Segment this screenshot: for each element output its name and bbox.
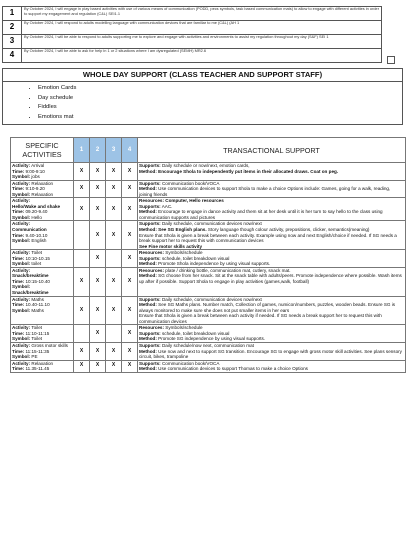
target-number: 1 bbox=[3, 7, 22, 21]
cell-text: Daily schedule or now/next, emotion cards, bbox=[160, 163, 250, 168]
cell-label: Supports: bbox=[139, 221, 161, 227]
target-mark-cell: X bbox=[90, 163, 106, 181]
support-cell bbox=[138, 325, 406, 343]
cell-label: Time: bbox=[12, 168, 25, 174]
cell-label: Supports: bbox=[139, 203, 161, 209]
header-specific-activities: SPECIFIC ACTIVITIES bbox=[11, 138, 74, 163]
target-text: By October 2024, I will be able to respond to adults supporting me to explore and engage with activities and environments to assist my regulation throughout my day (S&F) SEI 1 bbox=[22, 35, 382, 49]
cell-label: Symbol: bbox=[12, 261, 31, 267]
cell-text: Ensure that Shola is given a break between each activity if needed. If SG needs a break support her to request this with communication devices bbox=[139, 313, 382, 324]
target-text: By October 2024, I will be able to ask for help in 1 or 2 situations where I am dysregulated (SEMH) MR2.6 bbox=[22, 49, 382, 63]
cell-label: Time: bbox=[12, 278, 25, 284]
cell-label: Resources: bbox=[139, 267, 165, 273]
support-cell bbox=[138, 250, 406, 268]
cell-line bbox=[12, 366, 72, 372]
schedule-row bbox=[11, 325, 406, 343]
cell-text: 10:10-10.15 bbox=[24, 255, 50, 261]
cell-label: Method: bbox=[139, 302, 157, 308]
targets-table bbox=[2, 6, 382, 63]
header-target-3: 3 bbox=[106, 138, 122, 163]
target-mark-cell: X bbox=[122, 180, 138, 198]
cell-line bbox=[139, 261, 404, 267]
target-mark-cell: X bbox=[122, 296, 138, 325]
schedule-table bbox=[10, 137, 406, 373]
cell-text: Promote SG independence by using visual supports. bbox=[156, 336, 266, 342]
target-mark-cell: X bbox=[122, 342, 138, 360]
cell-text: Toilet bbox=[30, 250, 43, 256]
activity-cell bbox=[11, 325, 74, 343]
cell-label: Time: bbox=[12, 366, 25, 372]
cell-label: Time: bbox=[12, 348, 25, 354]
whole-day-item: • Emotions mat bbox=[38, 113, 402, 123]
cell-label: Method: Encourage Shola to independently put items in their allocated draws. Coat on peg. bbox=[139, 168, 339, 174]
cell-text: schedule, toilet breakdown visual bbox=[160, 255, 230, 261]
cell-label: Snack/breaktime bbox=[12, 273, 49, 279]
target-mark-cell: X bbox=[122, 360, 138, 372]
cell-text: schedule, toilet breakdown visual bbox=[160, 330, 230, 336]
cell-label: Activity: bbox=[12, 180, 31, 186]
whole-day-support-box bbox=[2, 68, 403, 125]
target-mark-cell: X bbox=[90, 360, 106, 372]
target-mark-cell: X bbox=[106, 296, 122, 325]
cell-text: Story language though colour activity, prepositions, clicker, semantics(meaning) bbox=[206, 227, 370, 233]
target-text: By October 2024, I will engage in play based activities with use of various means of communication (PODD, pecs symbols, task based communication mats) to allow to engage with different activities in order to support my engagement and regulation (C&L) SEI1.1 bbox=[22, 7, 382, 21]
cell-label: See Fine motor skills activity bbox=[139, 243, 203, 249]
support-cell bbox=[138, 360, 406, 372]
activity-cell bbox=[11, 221, 74, 250]
target-number: 3 bbox=[3, 35, 22, 49]
cell-text: Ensure that Shola is given a break between each activity. Example using now and next English/choice if needed. If SG needs a break support her to request this with communication devices bbox=[139, 232, 397, 244]
cell-label: Symbol: bbox=[12, 284, 31, 290]
target-number: 4 bbox=[3, 49, 22, 63]
cell-label: Symbol: bbox=[12, 191, 31, 197]
cell-label: Supports: bbox=[139, 255, 161, 261]
target-mark-cell: X bbox=[90, 267, 106, 296]
cell-line bbox=[139, 233, 404, 244]
cell-line bbox=[139, 336, 404, 342]
target-mark-cell: X bbox=[122, 221, 138, 250]
cell-text: Communication book/VOCA bbox=[160, 360, 220, 366]
target-row bbox=[3, 21, 382, 35]
cell-text: PE bbox=[30, 354, 38, 360]
cell-text: Daily schedule/now next, communication mat bbox=[160, 342, 254, 348]
cell-line bbox=[12, 354, 72, 360]
cell-label: Time: bbox=[12, 302, 25, 308]
header-target-1: 1 bbox=[74, 138, 90, 163]
target-row bbox=[3, 49, 382, 63]
cell-label: Supports: bbox=[139, 360, 161, 366]
cell-label: Activity: bbox=[12, 198, 31, 204]
cell-label: Time: bbox=[12, 209, 25, 215]
cell-line bbox=[139, 169, 404, 175]
header-target-4: 4 bbox=[122, 138, 138, 163]
cell-text: Use now and next to support SG transition. Encourage SG to engage with gross motor skill activities. See plans sensory circuit, bikes, trampoline bbox=[139, 348, 402, 360]
cell-text: 11:10-11:15 bbox=[24, 330, 50, 336]
target-mark-cell: X bbox=[122, 267, 138, 296]
schedule-row bbox=[11, 198, 406, 221]
cell-text: SG choose from her snack. Sit at the snack table with adults/peers. Promote independence where possible. Wash items up after if possible. Support Shola to engage in play activities (games,walk, football) bbox=[139, 273, 402, 284]
cell-text: Hello bbox=[30, 214, 42, 220]
schedule-row bbox=[11, 267, 406, 296]
target-mark-cell: X bbox=[90, 198, 106, 221]
target-mark-cell bbox=[74, 250, 90, 268]
cell-label: Snack/breaktime bbox=[12, 290, 49, 296]
cell-text: Promote Shola independence by using visual supports. bbox=[156, 261, 271, 267]
cell-text: Maths bbox=[30, 307, 44, 313]
cell-text: jobs bbox=[30, 174, 40, 180]
schedule-row bbox=[11, 250, 406, 268]
schedule-row bbox=[11, 180, 406, 198]
cell-label: Activity: bbox=[12, 296, 31, 302]
cell-text: Communication book/VOCA bbox=[160, 180, 220, 186]
target-text: By October 2024, I will respond to adults modelling language with communication devices that are familiar to me (C&L) (AH 1 bbox=[22, 21, 382, 35]
target-mark-cell: X bbox=[74, 180, 90, 198]
cell-label: Method: See SG English plans. bbox=[139, 227, 207, 233]
checkbox[interactable] bbox=[387, 56, 395, 64]
cell-text: Arrival bbox=[30, 163, 45, 168]
cell-text: Encourage to engage in dance activity and them sit at her desk until it is her turn to say hello to the class using communication supports and pictures bbox=[139, 209, 383, 220]
cell-label: Method: bbox=[139, 273, 157, 279]
target-mark-cell: X bbox=[74, 198, 90, 221]
activity-cell bbox=[11, 198, 74, 221]
cell-line bbox=[12, 308, 72, 314]
target-mark-cell: X bbox=[106, 163, 122, 181]
schedule-row bbox=[11, 221, 406, 250]
support-cell bbox=[138, 267, 406, 296]
target-number: 2 bbox=[3, 21, 22, 35]
cell-label: Time: bbox=[12, 186, 25, 192]
cell-text: See SG Maths plans. Number match, Collection of games, numicon/numbers, puzzles, wooden beads. Ensure SG is always monitored to make sure she does not put smaller items in her ears bbox=[139, 302, 396, 313]
cell-text: Maths bbox=[30, 296, 44, 302]
cell-text: Daily schedule, communication devices now/next bbox=[160, 221, 262, 227]
cell-text: Relaxation bbox=[30, 180, 54, 186]
cell-text: 9:00-9:10 bbox=[24, 168, 45, 174]
target-mark-cell: X bbox=[90, 250, 106, 268]
cell-label: Resources: bbox=[139, 325, 165, 331]
cell-label: Hello/Wake and shake bbox=[12, 203, 61, 209]
target-mark-cell: X bbox=[90, 221, 106, 250]
cell-label: Activity: bbox=[12, 360, 31, 366]
cell-label: Activity: bbox=[12, 221, 31, 227]
cell-label: Time: bbox=[12, 330, 25, 336]
cell-label: Resources: Computer, Hello resources bbox=[139, 198, 224, 204]
target-mark-cell: X bbox=[122, 325, 138, 343]
target-mark-cell: X bbox=[90, 325, 106, 343]
whole-day-item: • Emotion Cards bbox=[38, 84, 402, 94]
cell-text: toilet bbox=[30, 261, 42, 267]
schedule-header-row bbox=[11, 138, 406, 163]
cell-label: Resources: bbox=[139, 250, 165, 256]
cell-line bbox=[12, 174, 72, 180]
cell-text: Toilet bbox=[30, 325, 43, 331]
cell-label: Activity: bbox=[12, 267, 31, 273]
target-mark-cell: X bbox=[90, 342, 106, 360]
header-transactional-support: TRANSACTIONAL SUPPORT bbox=[138, 138, 406, 163]
target-mark-cell: X bbox=[106, 360, 122, 372]
cell-text: plate / drinking bottle, communication mat, cutlery, snack mat. bbox=[164, 267, 291, 273]
target-mark-cell: X bbox=[106, 342, 122, 360]
cell-label: Method: bbox=[139, 261, 157, 267]
whole-day-support-title: WHOLE DAY SUPPORT (CLASS TEACHER AND SUPPORT STAFF) bbox=[3, 69, 402, 82]
cell-label: Method: bbox=[139, 366, 157, 372]
activity-cell bbox=[11, 360, 74, 372]
cell-text: Use communication devices to support Thomas to make a choice Options bbox=[156, 366, 308, 372]
cell-line bbox=[139, 302, 404, 313]
cell-label: Supports: bbox=[139, 180, 161, 186]
target-mark-cell: X bbox=[106, 221, 122, 250]
cell-label: Time: bbox=[12, 232, 25, 238]
cell-text: Gross motor skills bbox=[30, 342, 68, 348]
activity-cell bbox=[11, 267, 74, 296]
cell-line bbox=[139, 273, 404, 284]
target-mark-cell: X bbox=[106, 267, 122, 296]
target-row bbox=[3, 35, 382, 49]
target-mark-cell: X bbox=[74, 360, 90, 372]
activity-cell bbox=[11, 180, 74, 198]
schedule-row bbox=[11, 163, 406, 181]
target-mark-cell: X bbox=[90, 180, 106, 198]
target-mark-cell: X bbox=[106, 180, 122, 198]
target-mark-cell: X bbox=[106, 198, 122, 221]
schedule-row bbox=[11, 360, 406, 372]
target-mark-cell bbox=[106, 250, 122, 268]
cell-text: Symbols/schedule bbox=[164, 250, 203, 256]
header-target-2: 2 bbox=[90, 138, 106, 163]
whole-day-support-list bbox=[3, 84, 402, 122]
schedule-row bbox=[11, 296, 406, 325]
target-mark-cell bbox=[106, 325, 122, 343]
activity-cell bbox=[11, 163, 74, 181]
cell-text: Use communication devices to support Shola to make a choice Options include: Games, going for a walk, reading, joining friends bbox=[139, 186, 391, 197]
cell-text: Toilet bbox=[30, 336, 43, 342]
cell-text: 10:15-10.40 bbox=[24, 278, 50, 284]
cell-label: Symbol: bbox=[12, 307, 31, 313]
cell-text: Symbols/schedule bbox=[164, 325, 203, 331]
cell-line bbox=[139, 186, 404, 197]
target-mark-cell: X bbox=[122, 250, 138, 268]
cell-label: Symbol: bbox=[12, 238, 31, 244]
support-cell bbox=[138, 163, 406, 181]
cell-text: 11:15-11:35 bbox=[24, 348, 50, 354]
cell-label: Symbol: bbox=[12, 174, 31, 180]
cell-line bbox=[12, 215, 72, 221]
target-mark-cell: X bbox=[74, 267, 90, 296]
cell-text: English bbox=[30, 238, 47, 244]
cell-label: Activity: bbox=[12, 325, 31, 331]
cell-label: Symbol: bbox=[12, 354, 31, 360]
cell-label: Activity: bbox=[12, 342, 31, 348]
cell-line bbox=[12, 290, 72, 296]
cell-label: Supports: bbox=[139, 296, 161, 302]
cell-label: Method: bbox=[139, 209, 157, 215]
target-mark-cell: X bbox=[122, 163, 138, 181]
cell-line bbox=[139, 244, 404, 250]
cell-line bbox=[12, 192, 72, 198]
target-row bbox=[3, 7, 382, 21]
cell-label: Supports: bbox=[139, 163, 161, 168]
target-mark-cell: X bbox=[74, 342, 90, 360]
cell-label: Supports: bbox=[139, 342, 161, 348]
support-cell bbox=[138, 198, 406, 221]
target-mark-cell: X bbox=[74, 163, 90, 181]
cell-line bbox=[12, 238, 72, 244]
whole-day-item: • Fiddles bbox=[38, 103, 402, 113]
cell-label: Symbol: bbox=[12, 336, 31, 342]
support-cell bbox=[138, 221, 406, 250]
cell-label: Symbol: bbox=[12, 214, 31, 220]
cell-line bbox=[139, 209, 404, 220]
cell-line bbox=[12, 336, 72, 342]
cell-label: Activity: bbox=[12, 163, 31, 168]
cell-label: Time: bbox=[12, 255, 25, 261]
cell-label: Method: bbox=[139, 348, 157, 354]
cell-text: Daily schedule, communication devices now/next bbox=[160, 296, 262, 302]
target-mark-cell bbox=[74, 221, 90, 250]
activity-cell bbox=[11, 250, 74, 268]
support-cell bbox=[138, 296, 406, 325]
target-mark-cell: X bbox=[74, 296, 90, 325]
cell-text: Relaxation bbox=[30, 191, 54, 197]
cell-text: 10.40-11.10 bbox=[24, 302, 50, 308]
whole-day-item: • Day schedule bbox=[38, 94, 402, 104]
cell-label: Communication bbox=[12, 227, 47, 233]
cell-line bbox=[12, 261, 72, 267]
cell-line bbox=[139, 313, 404, 324]
activity-cell bbox=[11, 342, 74, 360]
cell-line bbox=[139, 349, 404, 360]
cell-text: 11.35-11.45 bbox=[24, 366, 50, 372]
cell-text: 9:10-9.20 bbox=[24, 186, 45, 192]
cell-text: 09.20-9.40 bbox=[24, 209, 48, 215]
cell-text: AAC. bbox=[160, 203, 173, 209]
support-cell bbox=[138, 342, 406, 360]
cell-text: 9.40-10.10 bbox=[24, 232, 48, 238]
cell-label: Method: bbox=[139, 336, 157, 342]
support-cell bbox=[138, 180, 406, 198]
cell-label: Method: bbox=[139, 186, 157, 192]
target-mark-cell bbox=[74, 325, 90, 343]
cell-text: Relaxation bbox=[30, 360, 54, 366]
target-mark-cell: X bbox=[90, 296, 106, 325]
activity-cell bbox=[11, 296, 74, 325]
target-mark-cell: X bbox=[122, 198, 138, 221]
cell-label: Supports: bbox=[139, 330, 161, 336]
schedule-row bbox=[11, 342, 406, 360]
cell-line bbox=[139, 366, 404, 372]
cell-label: Activity: bbox=[12, 250, 31, 256]
